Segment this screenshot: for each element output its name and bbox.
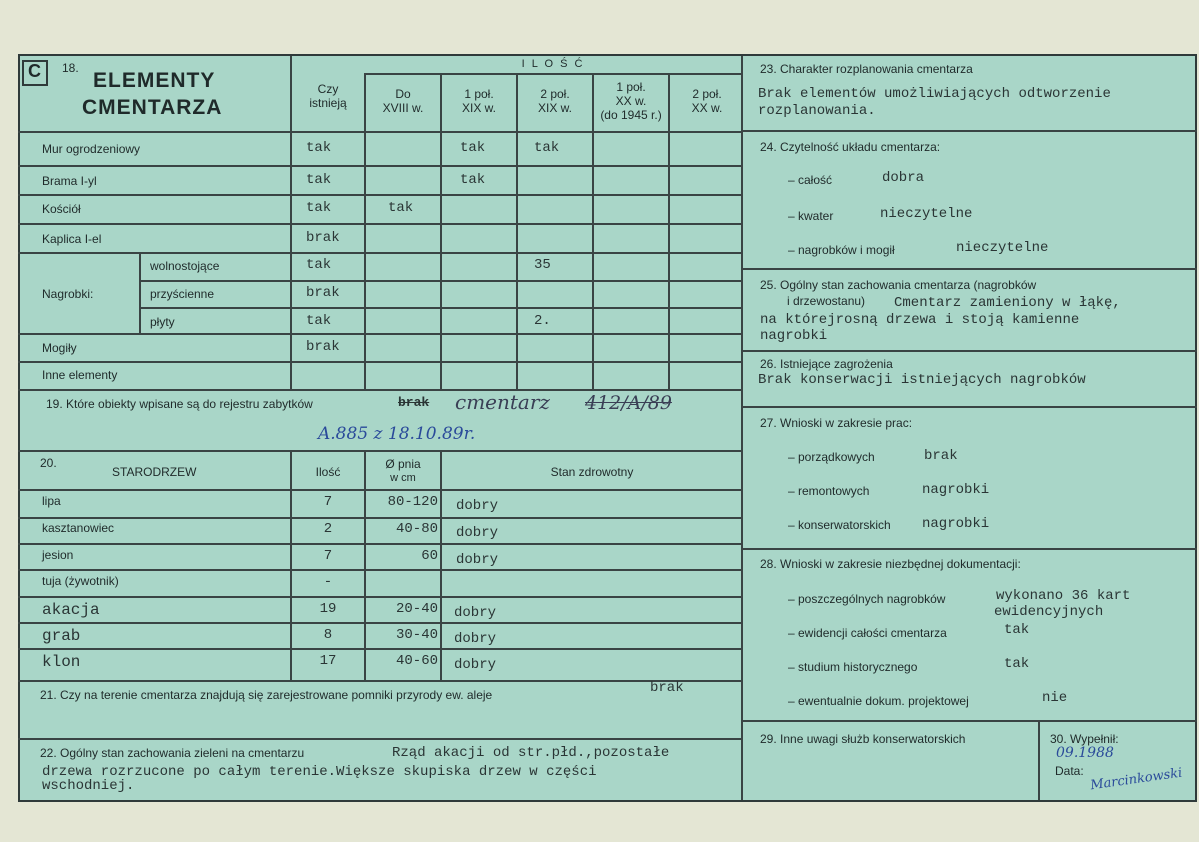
- s30-date-handwritten: 09.1988: [1056, 745, 1114, 761]
- s30-date-label: Data:: [1055, 764, 1084, 778]
- grid-line: [18, 223, 742, 225]
- element-row-label: Kościół: [42, 202, 81, 216]
- element-row-19a: tak: [460, 172, 486, 188]
- grid-line: [18, 252, 742, 254]
- s22-label: 22. Ogólny stan zachowania zieleni na cmentarzu: [40, 746, 305, 760]
- tree-diameter: 30-40: [395, 627, 438, 643]
- tree-name: lipa: [42, 494, 61, 508]
- s25-line-3: nagrobki: [760, 328, 828, 344]
- element-row-label: Mur ogrodzeniowy: [42, 142, 141, 156]
- grid-line: [18, 738, 742, 740]
- s24-label: 24. Czytelność układu cmentarza:: [760, 140, 941, 154]
- work-conclusion-label: – porządkowych: [788, 450, 875, 464]
- grid-line: [364, 74, 366, 390]
- s18-title-2: CMENTARZA: [82, 96, 223, 119]
- legibility-value: dobra: [882, 170, 925, 186]
- element-row-exists: tak: [306, 313, 332, 329]
- grid-line: [18, 361, 742, 363]
- grid-line: [139, 280, 742, 282]
- legibility-label: – nagrobków i mogił: [788, 243, 895, 257]
- documentation-label: – ewidencji całości cmentarza: [788, 626, 947, 640]
- s20-number: 20.: [40, 456, 57, 470]
- element-row-label: Inne elementy: [42, 368, 118, 382]
- tree-health: dobry: [456, 498, 499, 514]
- work-conclusion-label: – konserwatorskich: [788, 518, 891, 532]
- element-row-label: płyty: [150, 315, 175, 329]
- col-diam-1: Ø pnia: [385, 457, 421, 471]
- element-row-19b: 35: [534, 257, 551, 273]
- s26-value: Brak konserwacji istniejących nagrobków: [758, 372, 1086, 388]
- s19-handwritten-register: A.885 z 18.10.89r.: [318, 424, 476, 444]
- col-exists-2: istnieją: [309, 96, 347, 110]
- grid-line: [18, 450, 742, 452]
- grid-line: [516, 74, 518, 390]
- element-row-exists: brak: [306, 339, 340, 355]
- tree-health: dobry: [456, 552, 499, 568]
- s23-line-1: Brak elementów umożliwiających odtworzenie: [758, 86, 1111, 102]
- grid-line: [18, 131, 742, 133]
- documentation-value: nie: [1042, 690, 1068, 706]
- element-row-exists: tak: [306, 172, 332, 188]
- documentation-value-cont: ewidencyjnych: [994, 604, 1104, 620]
- tree-qty: 7: [323, 548, 333, 564]
- period-header-line: XX w.: [691, 101, 723, 115]
- period-header-line: 1 poł.: [464, 87, 494, 101]
- grid-line: [364, 450, 366, 680]
- s30-signature: Marcinkowski: [1089, 765, 1184, 794]
- s23-label: 23. Charakter rozplanowania cmentarza: [760, 62, 973, 76]
- element-row-pre18: tak: [388, 200, 414, 216]
- work-conclusion-value: brak: [924, 448, 958, 464]
- tree-health: dobry: [454, 657, 497, 673]
- col-diam-2: w cm: [390, 472, 416, 484]
- main-divider: [741, 56, 743, 800]
- grid-line: [742, 548, 1197, 550]
- tree-diameter: 80-120: [387, 494, 438, 510]
- tree-diameter: 60: [421, 548, 438, 564]
- documentation-label: – studium historycznego: [788, 660, 918, 674]
- grid-line: [18, 194, 742, 196]
- section-letter: C: [28, 61, 41, 81]
- period-header-line: (do 1945 r.): [600, 108, 662, 122]
- s18-number: 18.: [62, 61, 79, 75]
- period-header-line: XIX w.: [461, 101, 496, 115]
- grid-line: [18, 622, 742, 624]
- s19-struck-value: brak: [398, 395, 430, 410]
- tree-diameter: 40-80: [395, 521, 438, 537]
- grid-line: [18, 517, 742, 519]
- element-row-label: Mogiły: [42, 341, 77, 355]
- s25-label-1: 25. Ogólny stan zachowania cmentarza (nagrobków: [760, 278, 1037, 292]
- documentation-label: – ewentualnie dokum. projektowej: [788, 694, 969, 708]
- tree-qty: 7: [323, 494, 333, 510]
- documentation-value: tak: [1004, 656, 1030, 672]
- s25-line-2: na którejrosną drzewa i stoją kamienne: [760, 312, 1080, 328]
- s26-label: 26. Istniejące zagrożenia: [760, 357, 893, 371]
- element-row-exists: tak: [306, 257, 332, 273]
- tree-name: kasztanowiec: [42, 521, 115, 535]
- element-row-label: Kaplica I-el: [42, 232, 102, 246]
- tree-qty: -: [323, 574, 333, 590]
- period-header-line: XX w.: [615, 94, 647, 108]
- grid-line: [139, 307, 742, 309]
- nagrobki-label: Nagrobki:: [42, 287, 94, 301]
- grid-line: [18, 333, 742, 335]
- period-header-line: Do: [395, 87, 411, 101]
- grid-line: [364, 73, 742, 75]
- element-row-label: przyścienne: [150, 287, 215, 301]
- s19-handwritten-old-number: 412/A/89: [585, 392, 672, 414]
- element-row-exists: brak: [306, 230, 340, 246]
- grid-line: [742, 406, 1197, 408]
- period-header-line: 1 poł.: [616, 80, 646, 94]
- s28-label: 28. Wnioski w zakresie niezbędnej dokumentacji:: [760, 557, 1021, 571]
- ilosc-heading: I L O Ś Ć: [521, 58, 585, 70]
- grid-line: [18, 680, 742, 682]
- documentation-label: – poszczególnych nagrobków: [788, 592, 946, 606]
- documentation-value: wykonano 36 kart: [996, 588, 1131, 604]
- period-header-line: XIX w.: [537, 101, 572, 115]
- work-conclusion-value: nagrobki: [922, 516, 990, 532]
- tree-qty: 17: [319, 653, 337, 669]
- grid-line: [668, 74, 670, 390]
- grid-line: [1038, 720, 1040, 800]
- grid-line: [290, 450, 292, 680]
- tree-health: dobry: [454, 605, 497, 621]
- period-header-line: XVIII w.: [382, 101, 424, 115]
- tree-name: akacja: [42, 601, 100, 619]
- grid-line: [742, 268, 1197, 270]
- tree-health: dobry: [456, 525, 499, 541]
- grid-line: [18, 489, 742, 491]
- element-row-19b: 2.: [534, 313, 551, 329]
- grid-line: [440, 74, 442, 390]
- grid-line: [18, 543, 742, 545]
- element-row-exists: brak: [306, 285, 340, 301]
- s27-label: 27. Wnioski w zakresie prac:: [760, 416, 913, 430]
- element-row-19a: tak: [460, 140, 486, 156]
- s22-line-2: drzewa rozrzucone po całym terenie.Większe skupiska drzew w części: [42, 764, 597, 780]
- s22-line-1: Rząd akacji od str.płd.,pozostałe: [392, 745, 670, 761]
- period-header-line: 2 poł.: [692, 87, 722, 101]
- legibility-label: – całość: [788, 173, 833, 187]
- legibility-value: nieczytelne: [880, 206, 973, 222]
- period-header-line: 2 poł.: [540, 87, 570, 101]
- tree-name: klon: [42, 653, 81, 671]
- legibility-value: nieczytelne: [956, 240, 1049, 256]
- s22-line-3: wschodniej.: [42, 778, 135, 794]
- tree-name: jesion: [42, 548, 74, 562]
- s29-label: 29. Inne uwagi służb konserwatorskich: [760, 732, 966, 746]
- grid-line: [742, 130, 1197, 132]
- s19-label: 19. Które obiekty wpisane są do rejestru zabytków: [46, 397, 313, 411]
- tree-name: tuja (żywotnik): [42, 574, 119, 588]
- tree-diameter: 20-40: [395, 601, 438, 617]
- s25-line-1: Cmentarz zamieniony w łąkę,: [894, 295, 1121, 311]
- element-row-19b: tak: [534, 140, 560, 156]
- grid-line: [139, 252, 141, 334]
- legibility-label: – kwater: [788, 209, 834, 223]
- documentation-value: tak: [1004, 622, 1030, 638]
- s18-title-1: ELEMENTY: [93, 69, 216, 92]
- element-row-label: Brama I-yl: [42, 174, 97, 188]
- col-health: Stan zdrowotny: [550, 465, 634, 479]
- tree-qty: 2: [323, 521, 333, 537]
- grid-line: [742, 720, 1197, 722]
- s23-line-2: rozplanowania.: [758, 103, 876, 119]
- tree-qty: 8: [323, 627, 333, 643]
- element-row-label: wolnostojące: [150, 259, 220, 273]
- work-conclusion-label: – remontowych: [788, 484, 870, 498]
- s30-label: 30. Wypełnił:: [1050, 732, 1119, 746]
- grid-line: [18, 648, 742, 650]
- col-exists-1: Czy: [317, 82, 339, 96]
- col-qty: Ilość: [315, 465, 341, 479]
- tree-diameter: 40-60: [395, 653, 438, 669]
- s20-title: STARODRZEW: [112, 465, 197, 479]
- element-row-exists: tak: [306, 140, 332, 156]
- grid-line: [742, 350, 1197, 352]
- tree-qty: 19: [319, 601, 337, 617]
- s21-label: 21. Czy na terenie cmentarza znajdują się zarejestrowane pomniki przyrody ew. aleje: [40, 688, 493, 702]
- s21-value: brak: [650, 680, 684, 696]
- element-row-exists: tak: [306, 200, 332, 216]
- grid-line: [18, 596, 742, 598]
- grid-line: [18, 569, 742, 571]
- grid-line: [18, 165, 742, 167]
- tree-name: grab: [42, 627, 81, 645]
- s25-label-2: i drzewostanu): [787, 294, 866, 308]
- grid-line: [18, 389, 742, 391]
- grid-line: [440, 450, 442, 680]
- work-conclusion-value: nagrobki: [922, 482, 990, 498]
- tree-health: dobry: [454, 631, 497, 647]
- s19-handwritten-cemetery: cmentarz: [455, 390, 550, 414]
